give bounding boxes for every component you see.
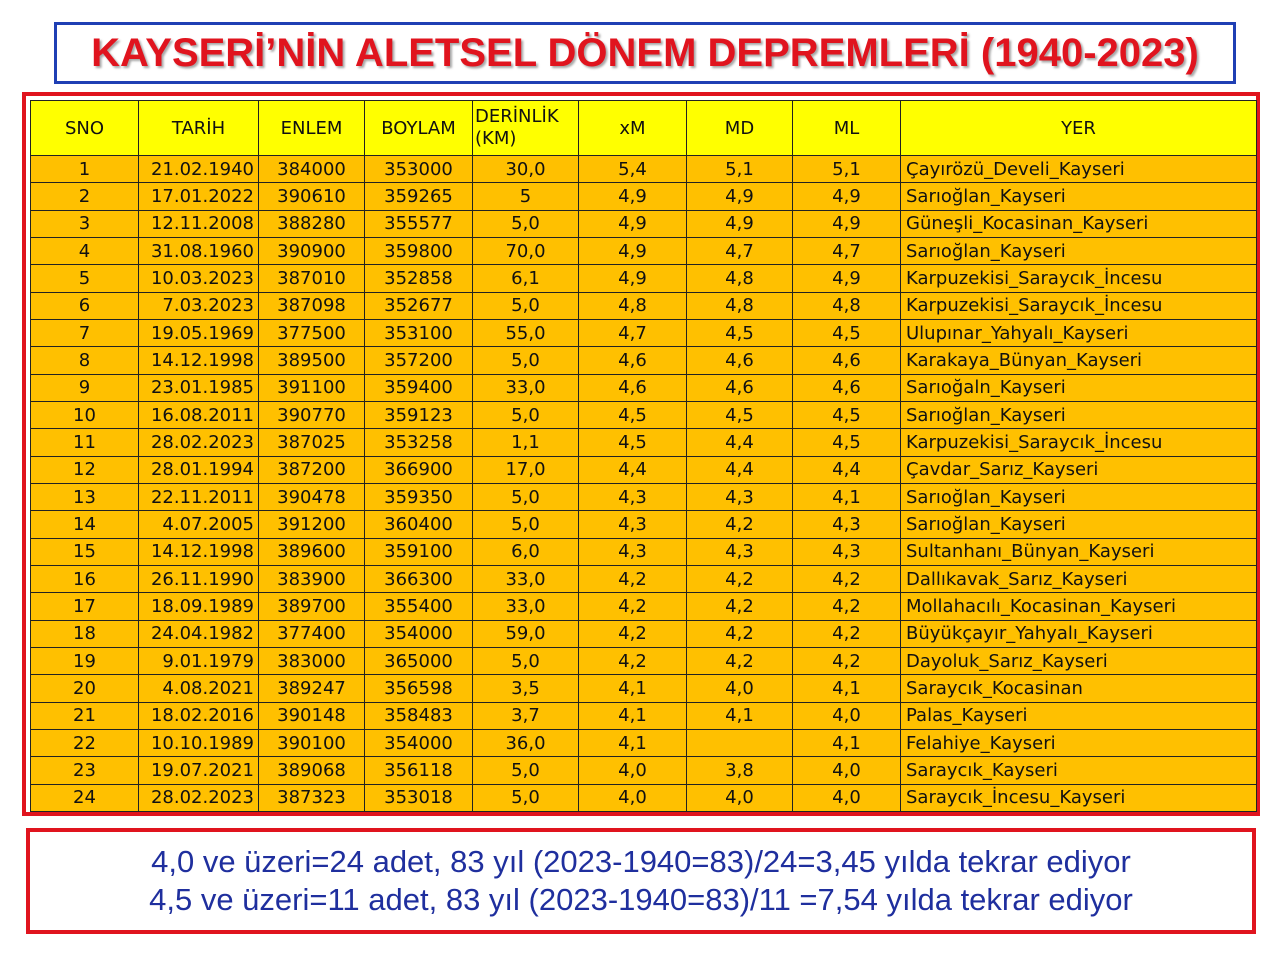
cell-yer: Sarıoğlan_Kayseri [901, 183, 1257, 210]
cell-sno: 14 [31, 511, 139, 538]
cell-md: 4,0 [687, 784, 793, 811]
summary-note-box [26, 828, 1256, 934]
cell-boylam: 353000 [365, 156, 473, 183]
cell-derinlik: 36,0 [473, 729, 579, 756]
cell-ml: 4,0 [793, 784, 901, 811]
cell-enlem: 391200 [259, 511, 365, 538]
cell-xm: 4,6 [579, 347, 687, 374]
cell-ml: 4,2 [793, 565, 901, 592]
cell-ml: 4,0 [793, 757, 901, 784]
cell-sno: 22 [31, 729, 139, 756]
cell-xm: 4,2 [579, 620, 687, 647]
cell-derinlik: 5,0 [473, 784, 579, 811]
cell-md: 4,2 [687, 565, 793, 592]
cell-ml: 4,9 [793, 183, 901, 210]
cell-derinlik: 6,1 [473, 265, 579, 292]
cell-derinlik: 59,0 [473, 620, 579, 647]
cell-enlem: 383900 [259, 565, 365, 592]
cell-enlem: 390148 [259, 702, 365, 729]
cell-ml: 4,6 [793, 347, 901, 374]
cell-sno: 18 [31, 620, 139, 647]
cell-md: 4,8 [687, 292, 793, 319]
cell-tarih: 4.08.2021 [139, 675, 259, 702]
table-body [31, 156, 1257, 812]
cell-tarih: 12.11.2008 [139, 210, 259, 237]
cell-xm: 4,5 [579, 401, 687, 428]
cell-boylam: 359265 [365, 183, 473, 210]
cell-md: 4,4 [687, 429, 793, 456]
cell-xm: 4,4 [579, 456, 687, 483]
cell-xm: 4,3 [579, 538, 687, 565]
table-header-row [31, 101, 1257, 156]
cell-sno: 16 [31, 565, 139, 592]
header-sno: SNO [31, 101, 139, 156]
cell-tarih: 19.07.2021 [139, 757, 259, 784]
cell-sno: 5 [31, 265, 139, 292]
cell-enlem: 390900 [259, 237, 365, 264]
cell-boylam: 360400 [365, 511, 473, 538]
table-row [31, 183, 1257, 210]
cell-xm: 4,1 [579, 702, 687, 729]
cell-yer: Mollahacılı_Kocasinan_Kayseri [901, 593, 1257, 620]
cell-enlem: 391100 [259, 374, 365, 401]
cell-tarih: 23.01.1985 [139, 374, 259, 401]
cell-yer: Sultanhanı_Bünyan_Kayseri [901, 538, 1257, 565]
cell-yer: Saraycık_Kayseri [901, 757, 1257, 784]
cell-xm: 4,0 [579, 784, 687, 811]
cell-yer: Saraycık_İncesu_Kayseri [901, 784, 1257, 811]
cell-ml: 5,1 [793, 156, 901, 183]
cell-ml: 4,5 [793, 429, 901, 456]
cell-sno: 24 [31, 784, 139, 811]
cell-sno: 11 [31, 429, 139, 456]
cell-tarih: 9.01.1979 [139, 647, 259, 674]
cell-sno: 10 [31, 401, 139, 428]
cell-tarih: 24.04.1982 [139, 620, 259, 647]
cell-md: 4,3 [687, 483, 793, 510]
table-row [31, 757, 1257, 784]
cell-ml: 4,6 [793, 374, 901, 401]
summary-note-line: 4,5 ve üzeri=11 adet, 83 yıl (2023-1940=83)/11 =7,54 yılda tekrar ediyor [149, 882, 1133, 917]
cell-tarih: 14.12.1998 [139, 347, 259, 374]
cell-sno: 13 [31, 483, 139, 510]
cell-md: 4,2 [687, 593, 793, 620]
cell-yer: Çayırözü_Develi_Kayseri [901, 156, 1257, 183]
table-row [31, 210, 1257, 237]
cell-yer: Sarıoğaln_Kayseri [901, 374, 1257, 401]
cell-xm: 4,5 [579, 429, 687, 456]
cell-ml: 4,9 [793, 265, 901, 292]
table-row [31, 374, 1257, 401]
cell-yer: Saraycık_Kocasinan [901, 675, 1257, 702]
cell-sno: 2 [31, 183, 139, 210]
cell-boylam: 356598 [365, 675, 473, 702]
header-tarih: TARİH [139, 101, 259, 156]
cell-boylam: 356118 [365, 757, 473, 784]
table-row [31, 647, 1257, 674]
cell-ml: 4,0 [793, 702, 901, 729]
cell-sno: 6 [31, 292, 139, 319]
cell-boylam: 359350 [365, 483, 473, 510]
cell-enlem: 389600 [259, 538, 365, 565]
cell-boylam: 357200 [365, 347, 473, 374]
cell-enlem: 387200 [259, 456, 365, 483]
header-enlem: ENLEM [259, 101, 365, 156]
table-row [31, 429, 1257, 456]
cell-boylam: 366300 [365, 565, 473, 592]
cell-xm: 4,7 [579, 319, 687, 346]
cell-ml: 4,7 [793, 237, 901, 264]
cell-boylam: 355577 [365, 210, 473, 237]
cell-enlem: 390610 [259, 183, 365, 210]
cell-derinlik: 33,0 [473, 593, 579, 620]
cell-sno: 21 [31, 702, 139, 729]
earthquake-table [30, 100, 1257, 812]
cell-ml: 4,5 [793, 319, 901, 346]
cell-enlem: 387025 [259, 429, 365, 456]
cell-tarih: 22.11.2011 [139, 483, 259, 510]
cell-derinlik: 5,0 [473, 401, 579, 428]
cell-enlem: 390478 [259, 483, 365, 510]
cell-xm: 5,4 [579, 156, 687, 183]
header-boylam: BOYLAM [365, 101, 473, 156]
header-xm: xM [579, 101, 687, 156]
cell-boylam: 352677 [365, 292, 473, 319]
cell-ml: 4,9 [793, 210, 901, 237]
cell-xm: 4,1 [579, 675, 687, 702]
cell-yer: Sarıoğlan_Kayseri [901, 237, 1257, 264]
cell-derinlik: 5,0 [473, 483, 579, 510]
cell-boylam: 358483 [365, 702, 473, 729]
header-derinlik [473, 101, 579, 156]
table-row [31, 347, 1257, 374]
cell-md: 4,8 [687, 265, 793, 292]
cell-xm: 4,1 [579, 729, 687, 756]
cell-sno: 20 [31, 675, 139, 702]
cell-xm: 4,9 [579, 210, 687, 237]
cell-tarih: 28.02.2023 [139, 784, 259, 811]
cell-xm: 4,8 [579, 292, 687, 319]
cell-sno: 15 [31, 538, 139, 565]
cell-md: 4,6 [687, 374, 793, 401]
cell-xm: 4,9 [579, 183, 687, 210]
cell-yer: Karpuzekisi_Saraycık_İncesu [901, 265, 1257, 292]
cell-boylam: 353018 [365, 784, 473, 811]
cell-enlem: 388280 [259, 210, 365, 237]
cell-boylam: 352858 [365, 265, 473, 292]
cell-derinlik: 3,7 [473, 702, 579, 729]
cell-xm: 4,6 [579, 374, 687, 401]
cell-tarih: 19.05.1969 [139, 319, 259, 346]
cell-derinlik: 5,0 [473, 292, 579, 319]
cell-boylam: 366900 [365, 456, 473, 483]
cell-enlem: 384000 [259, 156, 365, 183]
cell-derinlik: 33,0 [473, 374, 579, 401]
cell-tarih: 31.08.1960 [139, 237, 259, 264]
cell-sno: 1 [31, 156, 139, 183]
cell-enlem: 389500 [259, 347, 365, 374]
cell-derinlik: 55,0 [473, 319, 579, 346]
cell-tarih: 4.07.2005 [139, 511, 259, 538]
cell-ml: 4,8 [793, 292, 901, 319]
cell-yer: Sarıoğlan_Kayseri [901, 483, 1257, 510]
table-row [31, 319, 1257, 346]
cell-sno: 7 [31, 319, 139, 346]
cell-yer: Karakaya_Bünyan_Kayseri [901, 347, 1257, 374]
table-row [31, 156, 1257, 183]
cell-boylam: 359400 [365, 374, 473, 401]
cell-derinlik: 5,0 [473, 511, 579, 538]
cell-tarih: 18.09.1989 [139, 593, 259, 620]
cell-ml: 4,2 [793, 620, 901, 647]
cell-enlem: 383000 [259, 647, 365, 674]
cell-sno: 4 [31, 237, 139, 264]
cell-boylam: 359100 [365, 538, 473, 565]
cell-ml: 4,2 [793, 647, 901, 674]
cell-xm: 4,9 [579, 237, 687, 264]
cell-tarih: 28.01.1994 [139, 456, 259, 483]
cell-ml: 4,1 [793, 675, 901, 702]
header-ml: ML [793, 101, 901, 156]
cell-sno: 12 [31, 456, 139, 483]
cell-enlem: 387010 [259, 265, 365, 292]
cell-sno: 17 [31, 593, 139, 620]
cell-xm: 4,0 [579, 757, 687, 784]
cell-sno: 19 [31, 647, 139, 674]
cell-yer: Ulupınar_Yahyalı_Kayseri [901, 319, 1257, 346]
cell-derinlik: 5,0 [473, 647, 579, 674]
cell-tarih: 14.12.1998 [139, 538, 259, 565]
table-row [31, 784, 1257, 811]
cell-derinlik: 5,0 [473, 347, 579, 374]
cell-md: 4,5 [687, 319, 793, 346]
cell-ml: 4,1 [793, 483, 901, 510]
cell-md: 4,3 [687, 538, 793, 565]
cell-md: 4,2 [687, 620, 793, 647]
cell-sno: 9 [31, 374, 139, 401]
cell-yer: Felahiye_Kayseri [901, 729, 1257, 756]
table-row [31, 702, 1257, 729]
header-derinlik-line1: DERİNLİK [475, 106, 559, 127]
header-derinlik-line2: (KM) [475, 128, 517, 149]
table-row [31, 237, 1257, 264]
cell-derinlik: 6,0 [473, 538, 579, 565]
cell-tarih: 21.02.1940 [139, 156, 259, 183]
header-md: MD [687, 101, 793, 156]
cell-tarih: 26.11.1990 [139, 565, 259, 592]
cell-md: 4,5 [687, 401, 793, 428]
cell-derinlik: 70,0 [473, 237, 579, 264]
table-row [31, 511, 1257, 538]
cell-tarih: 16.08.2011 [139, 401, 259, 428]
cell-enlem: 387098 [259, 292, 365, 319]
cell-md: 4,7 [687, 237, 793, 264]
cell-boylam: 354000 [365, 729, 473, 756]
earthquake-table-frame [22, 92, 1260, 816]
cell-md: 4,1 [687, 702, 793, 729]
cell-boylam: 353100 [365, 319, 473, 346]
cell-yer: Palas_Kayseri [901, 702, 1257, 729]
cell-enlem: 389068 [259, 757, 365, 784]
cell-md: 4,2 [687, 511, 793, 538]
cell-derinlik: 33,0 [473, 565, 579, 592]
cell-boylam: 365000 [365, 647, 473, 674]
page-title: KAYSERİ’NİN ALETSEL DÖNEM DEPREMLERİ (1940-2023) [91, 30, 1199, 75]
cell-tarih: 17.01.2022 [139, 183, 259, 210]
summary-note-line: 4,0 ve üzeri=24 adet, 83 yıl (2023-1940=83)/24=3,45 yılda tekrar ediyor [151, 844, 1131, 879]
cell-md: 4,9 [687, 183, 793, 210]
cell-xm: 4,9 [579, 265, 687, 292]
table-row [31, 593, 1257, 620]
cell-xm: 4,2 [579, 593, 687, 620]
cell-md [687, 729, 793, 756]
title-box [54, 22, 1236, 84]
cell-boylam: 353258 [365, 429, 473, 456]
cell-yer: Dayoluk_Sarız_Kayseri [901, 647, 1257, 674]
cell-boylam: 355400 [365, 593, 473, 620]
cell-derinlik: 1,1 [473, 429, 579, 456]
table-row [31, 565, 1257, 592]
cell-md: 4,2 [687, 647, 793, 674]
cell-yer: Dallıkavak_Sarız_Kayseri [901, 565, 1257, 592]
cell-xm: 4,2 [579, 565, 687, 592]
cell-xm: 4,2 [579, 647, 687, 674]
cell-yer: Sarıoğlan_Kayseri [901, 401, 1257, 428]
table-row [31, 292, 1257, 319]
cell-ml: 4,4 [793, 456, 901, 483]
cell-md: 5,1 [687, 156, 793, 183]
cell-derinlik: 5,0 [473, 757, 579, 784]
cell-yer: Büyükçayır_Yahyalı_Kayseri [901, 620, 1257, 647]
cell-xm: 4,3 [579, 511, 687, 538]
cell-boylam: 359800 [365, 237, 473, 264]
cell-derinlik: 30,0 [473, 156, 579, 183]
table-row [31, 538, 1257, 565]
cell-ml: 4,3 [793, 538, 901, 565]
cell-ml: 4,1 [793, 729, 901, 756]
cell-enlem: 390100 [259, 729, 365, 756]
cell-tarih: 10.10.1989 [139, 729, 259, 756]
header-yer: YER [901, 101, 1257, 156]
cell-yer: Güneşli_Kocasinan_Kayseri [901, 210, 1257, 237]
cell-derinlik: 3,5 [473, 675, 579, 702]
cell-tarih: 28.02.2023 [139, 429, 259, 456]
cell-tarih: 10.03.2023 [139, 265, 259, 292]
cell-ml: 4,3 [793, 511, 901, 538]
cell-boylam: 359123 [365, 401, 473, 428]
cell-ml: 4,5 [793, 401, 901, 428]
cell-sno: 3 [31, 210, 139, 237]
cell-derinlik: 17,0 [473, 456, 579, 483]
table-row [31, 675, 1257, 702]
table-row [31, 483, 1257, 510]
table-row [31, 401, 1257, 428]
cell-yer: Çavdar_Sarız_Kayseri [901, 456, 1257, 483]
cell-sno: 23 [31, 757, 139, 784]
cell-xm: 4,3 [579, 483, 687, 510]
cell-tarih: 7.03.2023 [139, 292, 259, 319]
cell-enlem: 387323 [259, 784, 365, 811]
cell-md: 4,0 [687, 675, 793, 702]
cell-yer: Sarıoğlan_Kayseri [901, 511, 1257, 538]
cell-yer: Karpuzekisi_Saraycık_İncesu [901, 292, 1257, 319]
cell-boylam: 354000 [365, 620, 473, 647]
cell-enlem: 390770 [259, 401, 365, 428]
cell-tarih: 18.02.2016 [139, 702, 259, 729]
cell-md: 4,9 [687, 210, 793, 237]
table-row [31, 729, 1257, 756]
cell-md: 4,4 [687, 456, 793, 483]
cell-ml: 4,2 [793, 593, 901, 620]
cell-enlem: 377400 [259, 620, 365, 647]
table-row [31, 456, 1257, 483]
table-row [31, 265, 1257, 292]
table-row [31, 620, 1257, 647]
cell-enlem: 389247 [259, 675, 365, 702]
cell-enlem: 377500 [259, 319, 365, 346]
cell-md: 3,8 [687, 757, 793, 784]
cell-sno: 8 [31, 347, 139, 374]
cell-yer: Karpuzekisi_Saraycık_İncesu [901, 429, 1257, 456]
cell-enlem: 389700 [259, 593, 365, 620]
cell-derinlik: 5 [473, 183, 579, 210]
cell-md: 4,6 [687, 347, 793, 374]
cell-derinlik: 5,0 [473, 210, 579, 237]
